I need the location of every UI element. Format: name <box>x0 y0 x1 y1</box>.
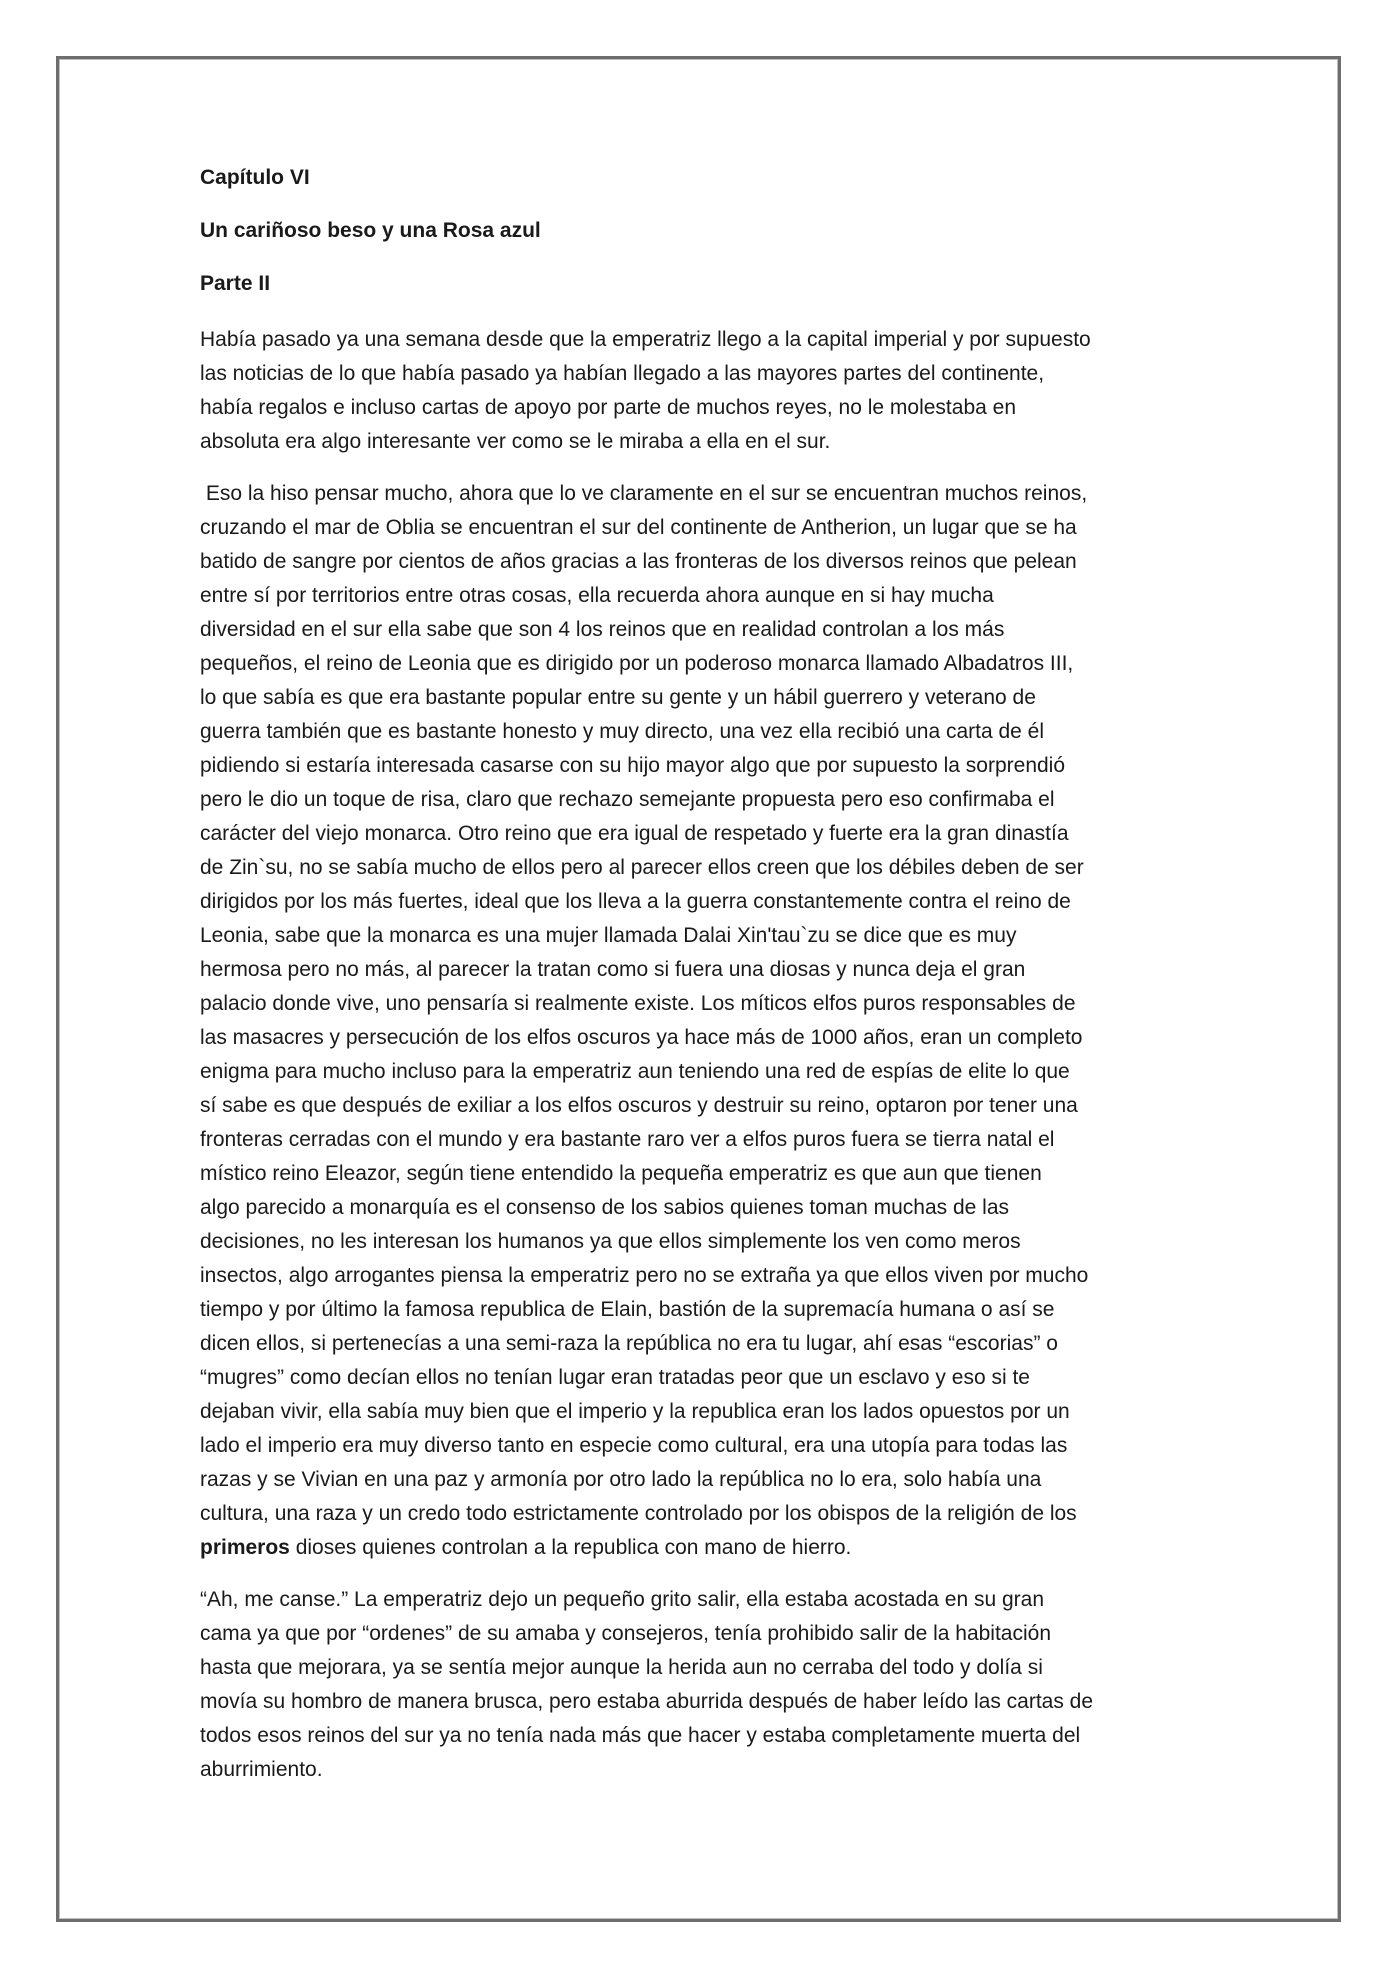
text-line: pero le dio un toque de risa, claro que rechazo semejante propuesta pero eso confirmaba el <box>200 788 1055 811</box>
text-line: decisiones, no les interesan los humanos ya que ellos simplemente los ven como meros <box>200 1230 1021 1253</box>
text-line: “mugres” como decían ellos no tenían lugar eran tratadas peor que un esclavo y eso si te <box>200 1366 1030 1389</box>
text-line: movía su hombro de manera brusca, pero estaba aburrida después de haber leído las cartas de <box>200 1690 1094 1713</box>
document-body <box>200 164 1210 1805</box>
text-line: hermosa pero no más, al parecer la tratan como si fuera una diosas y nunca deja el gran <box>200 958 1026 981</box>
bold-word: primeros <box>200 1536 290 1559</box>
text-line: todos esos reinos del sur ya no tenía nada más que hacer y estaba completamente muerta del <box>200 1724 1081 1747</box>
part-heading: Parte II <box>200 272 271 295</box>
text-line: absoluta era algo interesante ver como se le miraba a ella en el sur. <box>200 430 831 453</box>
text-line: entre sí por territorios entre otras cosas, ella recuerda ahora aunque en si hay mucha <box>200 584 994 607</box>
text-line: enigma para mucho incluso para la emperatriz aun teniendo una red de espías de elite lo que <box>200 1060 1070 1083</box>
chapter-title: Un cariñoso beso y una Rosa azul <box>200 219 541 242</box>
text-line: aburrimiento. <box>200 1758 323 1781</box>
text-line: pequeños, el reino de Leonia que es dirigido por un poderoso monarca llamado Albadatros III, <box>200 652 1074 675</box>
text-line: había regalos e incluso cartas de apoyo por parte de muchos reyes, no le molestaba en <box>200 396 1016 419</box>
text-line: guerra también que es bastante honesto y muy directo, una vez ella recibió una carta de él <box>200 720 1045 743</box>
text-line: palacio donde vive, uno pensaría si realmente existe. Los míticos elfos puros responsables de <box>200 992 1076 1015</box>
text-line: las masacres y persecución de los elfos oscuros ya hace más de 1000 años, eran un completo <box>200 1026 1083 1049</box>
text-line: tiempo y por último la famosa republica de Elain, bastión de la supremacía humana o así se <box>200 1298 1055 1321</box>
text-line: de Zin`su, no se sabía mucho de ellos pero al parecer ellos creen que los débiles deben de ser <box>200 856 1084 879</box>
text-line: místico reino Eleazor, según tiene entendido la pequeña emperatriz es que aun que tienen <box>200 1162 1042 1185</box>
text-line: dicen ellos, si pertenecías a una semi-raza la república no era tu lugar, ahí esas “escorias” o <box>200 1332 1058 1355</box>
text-line: dirigidos por los más fuertes, ideal que los lleva a la guerra constantemente contra el reino de <box>200 890 1071 913</box>
text-line: insectos, algo arrogantes piensa la emperatriz pero no se extraña ya que ellos viven por mucho <box>200 1264 1089 1287</box>
text-line: dejaban vivir, ella sabía muy bien que el imperio y la republica eran los lados opuestos por un <box>200 1400 1070 1423</box>
text-line: diversidad en el sur ella sabe que son 4 los reinos que en realidad controlan a los más <box>200 618 1005 641</box>
text-line: Eso la hiso pensar mucho, ahora que lo ve claramente en el sur se encuentran muchos reinos, <box>200 482 1088 505</box>
text-line: carácter del viejo monarca. Otro reino que era igual de respetado y fuerte era la gran dinastía <box>200 822 1069 845</box>
text-line: Había pasado ya una semana desde que la emperatriz llego a la capital imperial y por supuesto <box>200 328 1091 351</box>
text-line: cruzando el mar de Oblia se encuentran el sur del continente de Antherion, un lugar que se ha <box>200 516 1077 539</box>
text-span: dioses quienes controlan a la republica con mano de hierro. <box>289 1536 852 1559</box>
text-line: sí sabe es que después de exiliar a los elfos oscuros y destruir su reino, optaron por tener una <box>200 1094 1078 1117</box>
text-line: cultura, una raza y un credo todo estrictamente controlado por los obispos de la religión de los <box>200 1502 1077 1525</box>
text-line: razas y se Vivian en una paz y armonía por otro lado la república no lo era, solo había una <box>200 1468 1042 1491</box>
paragraph-1 <box>200 323 1210 459</box>
text-line: batido de sangre por cientos de años gracias a las fronteras de los diversos reinos que pelean <box>200 550 1077 573</box>
text-line: lo que sabía es que era bastante popular entre su gente y un hábil guerrero y veterano de <box>200 686 1036 709</box>
chapter-heading: Capítulo VI <box>200 166 310 189</box>
text-line: cama ya que por “ordenes” de su amaba y consejeros, tenía prohibido salir de la habitación <box>200 1622 1052 1645</box>
text-line: fronteras cerradas con el mundo y era bastante raro ver a elfos puros fuera se tierra natal el <box>200 1128 1055 1151</box>
paragraph-3 <box>200 1583 1210 1787</box>
text-line: las noticias de lo que había pasado ya habían llegado a las mayores partes del continente, <box>200 362 1045 385</box>
text-line: lado el imperio era muy diverso tanto en especie como cultural, era una utopía para todas las <box>200 1434 1068 1457</box>
text-line: pidiendo si estaría interesada casarse con su hijo mayor algo que por supuesto la sorprendió <box>200 754 1066 777</box>
paragraph-2 <box>200 477 1210 1565</box>
text-line: Leonia, sabe que la monarca es una mujer llamada Dalai Xin'tau`zu se dice que es muy <box>200 924 1017 947</box>
text-line: hasta que mejorara, ya se sentía mejor aunque la herida aun no cerraba del todo y dolía si <box>200 1656 1043 1679</box>
text-line: “Ah, me canse.” La emperatriz dejo un pequeño grito salir, ella estaba acostada en su gran <box>200 1588 1045 1611</box>
text-line-last <box>200 1531 1210 1565</box>
text-line: algo parecido a monarquía es el consenso de los sabios quienes toman muchas de las <box>200 1196 1010 1219</box>
